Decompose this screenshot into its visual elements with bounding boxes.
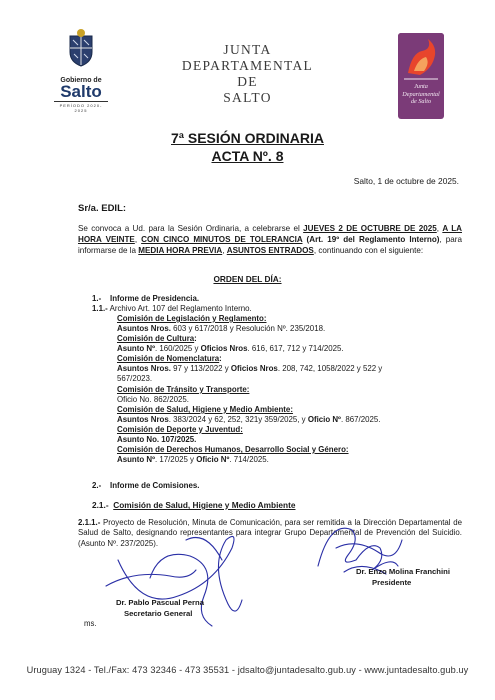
item-2-1: 2.1.- Comisión de Salud, Higiene y Medio Ambiente	[92, 500, 296, 510]
commission-transito-detail: Oficio No. 862/2025.	[117, 395, 189, 404]
commission-cultura-detail: Asunto Nº. 160/2025 y Oficios Nros. 616, 617, 712 y 714/2025.	[117, 344, 344, 353]
greeting: Sr/a. EDIL:	[78, 203, 127, 214]
president-name: Dr. Enzo Molina Franchini	[356, 567, 450, 576]
commission-salud: Comisión de Salud, Higiene y Medio Ambiente:	[117, 405, 293, 414]
document-date: Salto, 1 de octubre de 2025.	[353, 176, 459, 186]
logo-line2: Salto	[60, 82, 102, 101]
secretary-name: Dr. Pablo Pascual Perna	[116, 598, 205, 607]
institution-title	[170, 42, 325, 106]
commission-cultura: Comisión de Cultura:	[117, 334, 197, 343]
coat-of-arms-icon	[64, 28, 98, 68]
president-role: Presidente	[372, 578, 412, 587]
secretary-role: Secretario General	[124, 609, 193, 618]
commission-transito: Comisión de Tránsito y Transporte:	[117, 385, 250, 394]
session-title: 7ª SESIÓN ORDINARIA	[171, 130, 324, 146]
title-line-1: JUNTA	[223, 42, 272, 57]
title-line-2: DEPARTAMENTAL	[181, 58, 314, 73]
junta-logo-text: Junta Departamental de Salto	[402, 83, 440, 105]
title-line-4: SALTO	[223, 90, 272, 105]
logo-line1: Gobierno de	[60, 77, 102, 84]
commission-ddhh-detail: Asunto Nº. 17/2025 y Oficio Nº. 714/2025.	[117, 455, 269, 464]
gobierno-salto-logo	[46, 28, 116, 113]
item-2: 2.- Informe de Comisiones.	[92, 481, 200, 490]
item-1: 1.- Informe de Presidencia.	[92, 294, 200, 303]
acta-number: ACTA Nº. 8	[211, 148, 284, 164]
logo-period: PERÍODO 2020-2025	[54, 101, 108, 113]
footer-contact: Uruguay 1324 - Tel./Fax: 473 32346 - 473 35531 - jdsalto@juntadesalto.gub.uy - www.juntadesalto.gub.uy	[26, 665, 469, 675]
commission-nomenclatura-detail: Asuntos Nros. 97 y 113/2022 y Oficios Nros. 208, 742, 1058/2022 y 522 y	[117, 364, 383, 373]
item-1-1: 1.1.- Archivo Art. 107 del Reglamento Interno.	[92, 304, 252, 313]
commission-salud-detail: Asuntos Nros. 383/2024 y 62, 252, 321y 359/2025, y Oficio Nº. 867/2025.	[117, 415, 381, 424]
intro-paragraph: Se convoca a Ud. para la Sesión Ordinaria, a celebrarse el JUEVES 2 DE OCTUBRE DE 2025, A LA HORA VEINTE, CON CINCO MINUTOS DE TOLERANCIA (Art. 19º del Reglamento Interno), para informarse de la MEDIA HORA PREVIA, ASUNTOS ENTRADOS, continuando con el siguiente:	[78, 224, 463, 255]
commission-legislacion-detail: Asuntos Nros. 603 y 617/2018 y Resolución Nº. 235/2018.	[117, 324, 326, 333]
initials: ms.	[84, 619, 97, 628]
commission-deporte-detail: Asunto No. 107/2025.	[117, 435, 197, 444]
commission-deporte: Comisión de Deporte y Juventud:	[117, 425, 243, 434]
commission-nomenclatura-detail-2: 567/2023.	[117, 374, 153, 383]
title-line-3: DE	[237, 74, 258, 89]
orden-del-dia-heading: ORDEN DEL DÍA:	[213, 274, 282, 284]
commission-ddhh: Comisión de Derechos Humanos, Desarrollo Social y Género:	[117, 445, 349, 454]
flame-figure-icon	[398, 33, 444, 85]
junta-logo	[398, 33, 444, 119]
commission-legislacion: Comisión de Legislación y Reglamento:	[117, 314, 267, 323]
item-2-1-1: 2.1.1.- Proyecto de Resolución, Minuta de Comunicación, para ser remitida a la Dirección Departamental de Salud de Salto, designando representantes para integrar Grupo Departamental de Prevención del Suicidio. (Asunto Nº. 237/2025).	[78, 518, 462, 548]
commission-nomenclatura: Comisión de Nomenclatura:	[117, 354, 222, 363]
